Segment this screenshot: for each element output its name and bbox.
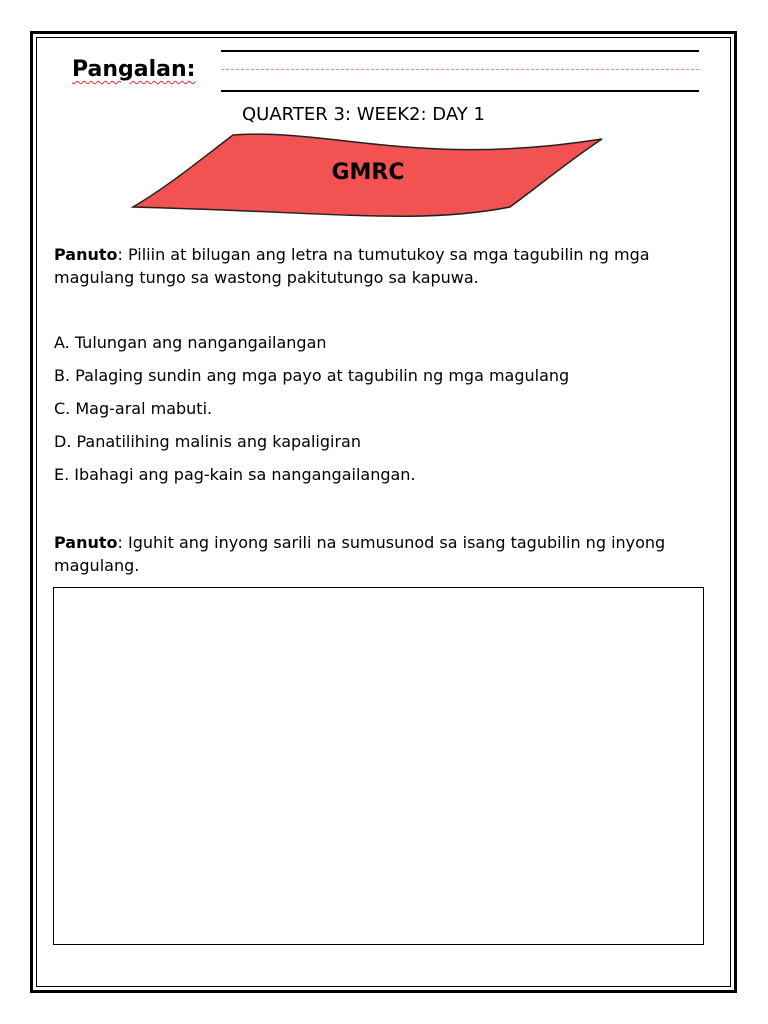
choice-e[interactable]: E. Ibahagi ang pag-kain sa nangangailangan. [54,465,416,484]
instruction-2-text: : Iguhit ang inyong sarili na sumusunod sa isang tagubilin ng inyong magulang. [54,533,666,575]
quarter-title: QUARTER 3: WEEK2: DAY 1 [242,104,485,125]
instruction-2-label: Panuto [54,533,118,552]
instruction-2 [54,531,694,577]
instruction-1 [54,243,724,289]
name-label: Pangalan: [72,57,196,82]
choice-d[interactable]: D. Panatilihing malinis ang kapaligiran [54,432,361,451]
subject-banner-text: GMRC [331,160,405,185]
choice-b[interactable]: B. Palaging sundin ang mga payo at tagubilin ng mga magulang [54,366,570,385]
choice-a[interactable]: A. Tulungan ang nangangailangan [54,333,327,352]
subject-banner-shape [0,0,768,240]
instruction-1-label: Panuto [54,245,118,264]
instruction-1-text: : Piliin at bilugan ang letra na tumutukoy sa mga tagubilin ng mga magulang tungo sa wastong pakitutungo sa kapuwa. [54,245,650,287]
choice-c[interactable]: C. Mag-aral mabuti. [54,399,213,418]
choice-list [54,330,569,495]
drawing-box[interactable] [53,587,704,945]
